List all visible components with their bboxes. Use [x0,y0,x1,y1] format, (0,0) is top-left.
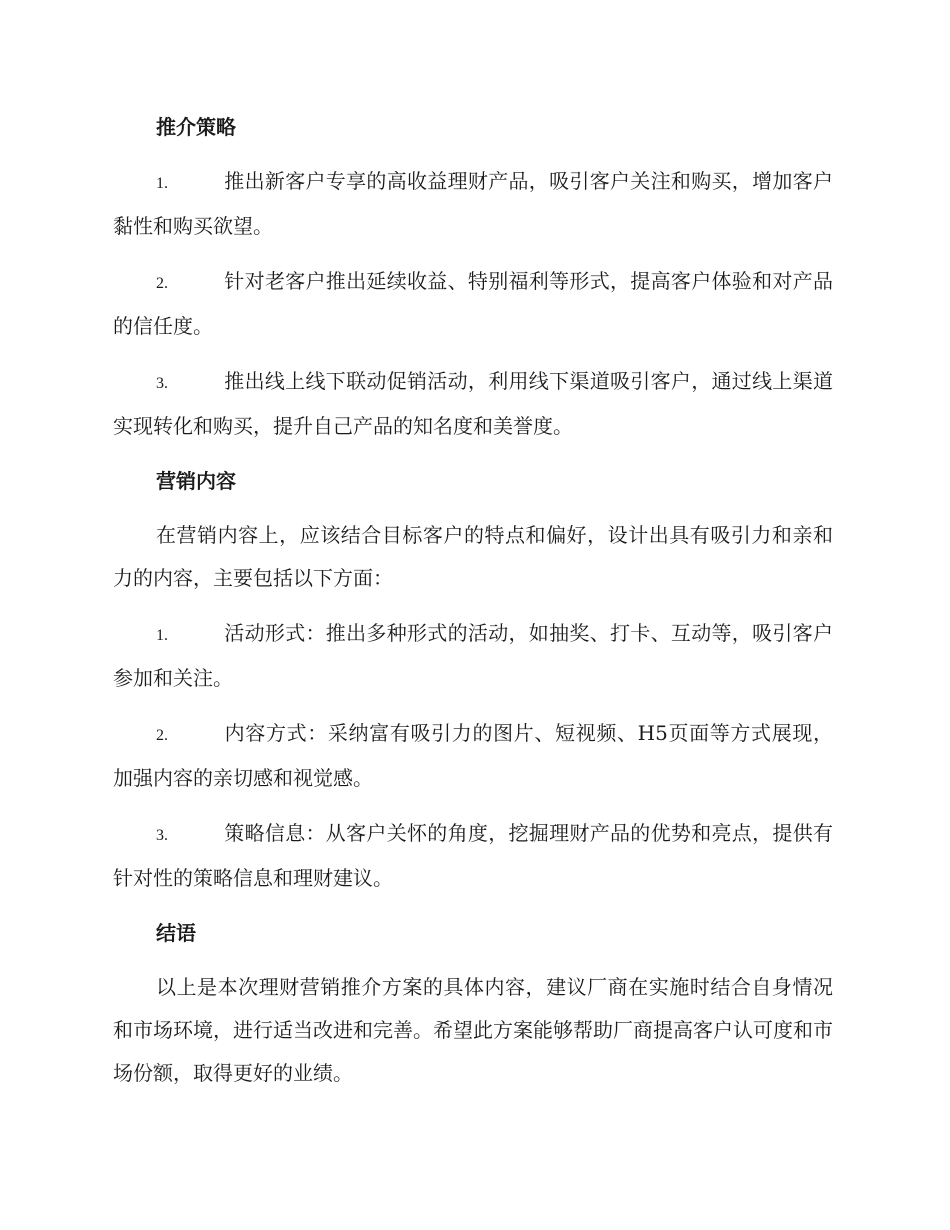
list-item-text: 策略信息：从客户关怀的角度，挖掘理财产品的优势和亮点，提供有针对性的策略信息和理财建议。 [113,821,833,890]
section-intro-paragraph: 在营销内容上，应该结合目标客户的特点和偏好，设计出具有吸引力和亲和力的内容，主要包括以下方面： [113,523,833,590]
list-item-text: 活动形式：推出多种形式的活动，如抽奖、打卡、互动等，吸引客户参加和关注。 [113,621,833,690]
section-heading-conclusion: 结语 [156,921,196,945]
list-item [113,360,833,448]
list-item-number: 1. [156,627,168,644]
list-item-text: 推出线上线下联动促销活动，利用线下渠道吸引客户，通过线上渠道实现转化和购买，提升自己产品的知名度和美誉度。 [113,369,833,438]
section-heading-referral-strategy: 推介策略 [156,115,236,139]
list-item [113,612,833,700]
list-item-number: 1. [156,175,168,192]
list-item-number: 3. [156,375,168,392]
list-item-number: 2. [156,275,168,292]
document-page [113,106,833,1095]
list-item [113,712,833,800]
list-item-text: 推出新客户专享的高收益理财产品，吸引客户关注和购买，增加客户黏性和购买欲望。 [113,169,833,238]
conclusion-paragraph: 以上是本次理财营销推介方案的具体内容，建议厂商在实施时结合自身情况和市场环境，进行适当改进和完善。希望此方案能够帮助厂商提高客户认可度和市场份额，取得更好的业绩。 [113,975,833,1085]
list-item-text: 内容方式：采纳富有吸引力的图片、短视频、H5页面等方式展现，加强内容的亲切感和视觉感。 [113,721,833,790]
list-item [113,812,833,900]
list-item-text: 针对老客户推出延续收益、特别福利等形式，提高客户体验和对产品的信任度。 [113,269,833,338]
section-heading-marketing-content: 营销内容 [156,469,236,493]
list-item-number: 3. [156,827,168,844]
list-item [113,160,833,248]
list-item [113,260,833,348]
list-item-number: 2. [156,727,168,744]
